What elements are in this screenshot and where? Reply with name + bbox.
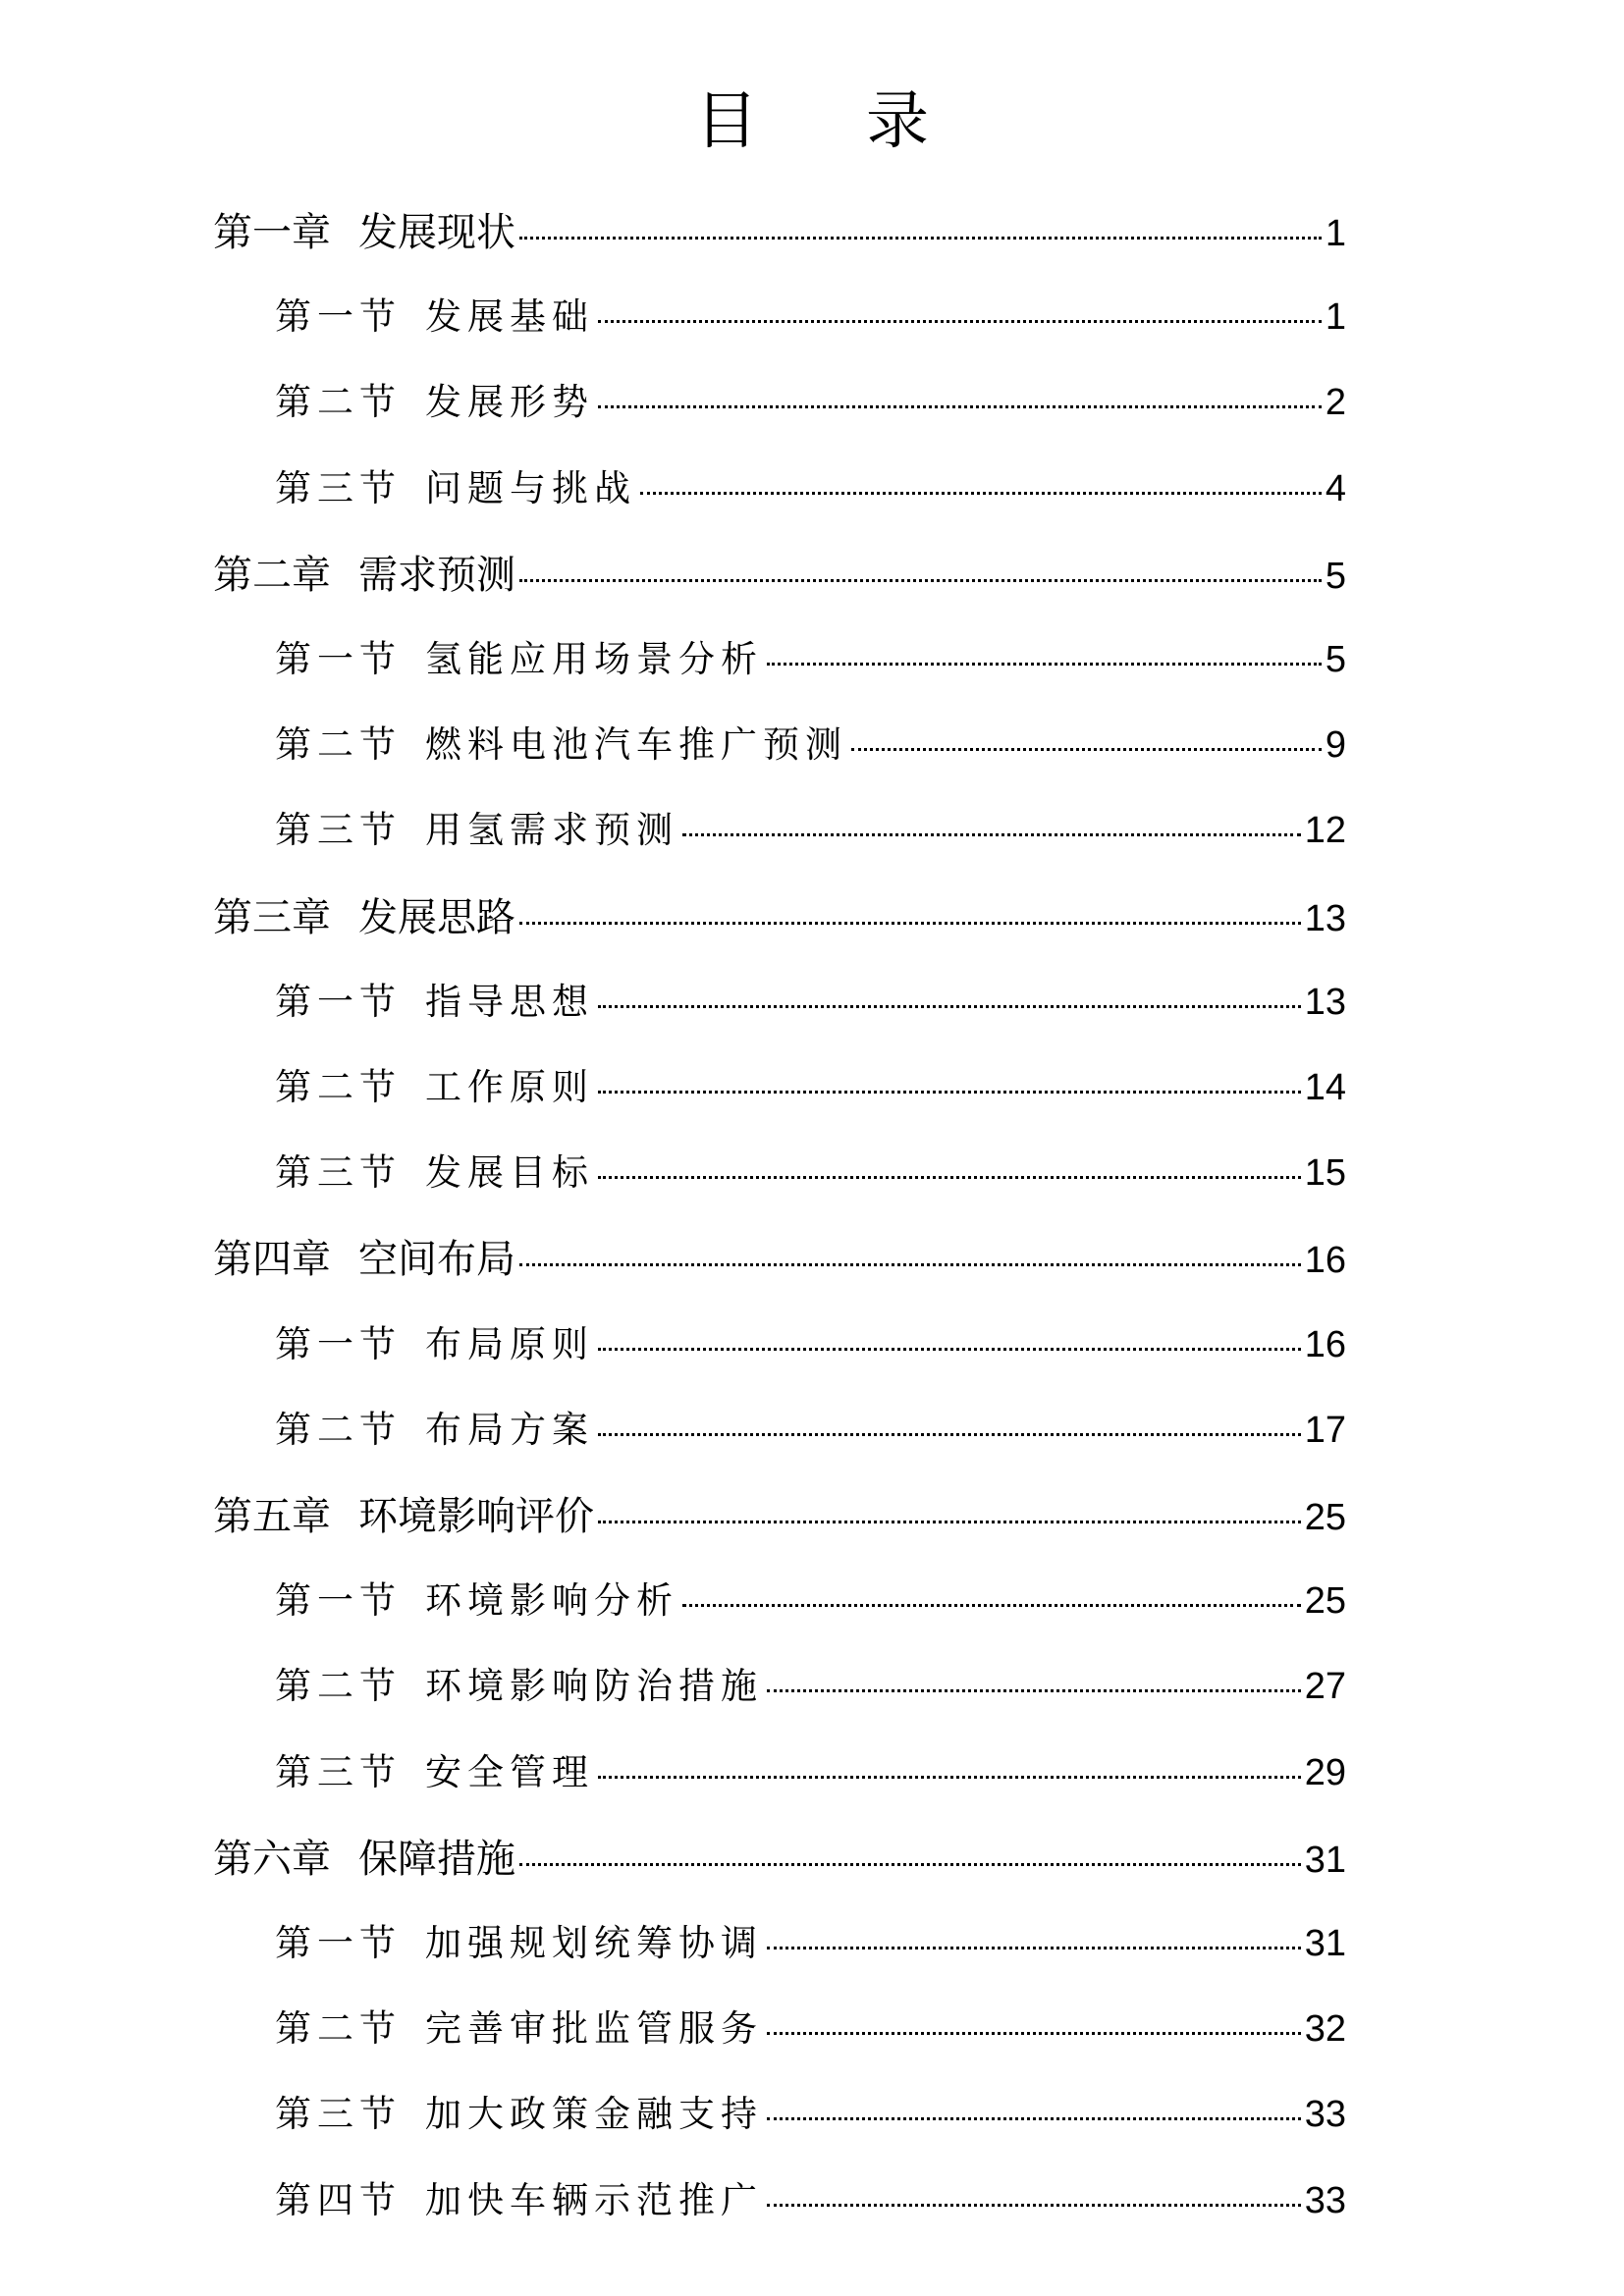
toc-page-number: 5 (1325, 555, 1346, 597)
toc-entry-title: 加快车辆示范推广 (425, 2178, 763, 2221)
toc-entry-number: 第二节 (275, 723, 402, 767)
toc-section-entry[interactable] (275, 372, 1346, 431)
toc-entry-label (275, 2170, 763, 2223)
toc-entry-number: 第二节 (275, 1066, 402, 1108)
toc-entry-title: 环境影响防治措施 (425, 1665, 763, 1708)
title-char-1: 目 (695, 85, 758, 158)
toc-entry-label (275, 1143, 594, 1196)
toc-entry-title: 燃料电池汽车推广预测 (425, 723, 847, 767)
dot-leader (598, 405, 1322, 408)
toc-section-entry[interactable] (275, 2084, 1346, 2143)
toc-entry-label (213, 544, 515, 600)
toc-entry-number: 第四节 (275, 2178, 402, 2221)
toc-chapter-entry[interactable] (213, 1828, 1346, 1887)
toc-entry-number: 第五章 (213, 1494, 331, 1539)
toc-chapter-entry[interactable] (213, 544, 1346, 603)
toc-entry-title: 环境影响分析 (425, 1579, 678, 1623)
dot-leader (519, 579, 1322, 582)
toc-entry-label (275, 1913, 763, 1966)
toc-chapter-entry[interactable] (213, 886, 1346, 945)
toc-entry-label (213, 1485, 594, 1541)
toc-section-entry[interactable] (275, 972, 1346, 1031)
toc-section-entry[interactable] (275, 1314, 1346, 1373)
toc-entry-title: 加强规划统筹协调 (425, 1922, 763, 1964)
dot-leader (598, 1005, 1301, 1008)
toc-entry-number: 第一节 (275, 295, 402, 339)
toc-entry-label (275, 1314, 594, 1367)
toc-entry-label (275, 629, 763, 682)
toc-page-number: 31 (1304, 1839, 1346, 1881)
toc-entry-number: 第一章 (213, 210, 331, 255)
dot-leader (519, 922, 1301, 925)
dot-leader (767, 1689, 1301, 1692)
toc-entry-number: 第一节 (275, 1579, 402, 1623)
dot-leader (519, 1863, 1301, 1866)
dot-leader (682, 1604, 1301, 1607)
toc-page-number: 9 (1325, 724, 1346, 767)
toc-entry-title: 环境影响评价 (358, 1494, 594, 1539)
toc-section-entry[interactable] (275, 1913, 1346, 1972)
toc-entry-number: 第二节 (275, 1408, 402, 1451)
toc-entry-title: 安全管理 (425, 1750, 594, 1793)
toc-page-number: 16 (1304, 1240, 1346, 1282)
toc-entry-label (275, 458, 636, 511)
toc-entry-label (275, 372, 594, 425)
toc-page-number: 5 (1325, 639, 1346, 680)
dot-leader (767, 2117, 1301, 2120)
toc-entry-number: 第一节 (275, 980, 402, 1023)
toc-entry-label (275, 1400, 594, 1453)
toc-entry-title: 保障措施 (358, 1836, 515, 1882)
toc-entry-title: 需求预测 (358, 552, 515, 598)
toc-entry-label (213, 201, 515, 257)
toc-section-entry[interactable] (275, 629, 1346, 688)
toc-page-number: 1 (1325, 213, 1346, 254)
toc-entry-number: 第一节 (275, 1322, 402, 1365)
toc-entry-label (275, 1057, 594, 1110)
toc-entry-number: 第一节 (275, 1922, 402, 1964)
toc-page-number: 25 (1304, 1497, 1346, 1538)
toc-entry-label (275, 1571, 678, 1624)
toc-page-number: 1 (1325, 296, 1346, 339)
dot-leader (519, 1263, 1301, 1266)
toc-section-entry[interactable] (275, 1656, 1346, 1715)
toc-entry-title: 发展形势 (425, 381, 594, 424)
toc-entry-number: 第三节 (275, 1151, 402, 1195)
toc-entry-label (275, 1999, 763, 2052)
toc-section-entry[interactable] (275, 1999, 1346, 2057)
toc-page-number: 2 (1325, 382, 1346, 424)
toc-page-number: 12 (1304, 810, 1346, 852)
toc-entry-label (213, 1228, 515, 1284)
dot-leader (598, 1776, 1301, 1779)
toc-page-number: 32 (1304, 2008, 1346, 2051)
toc-chapter-entry[interactable] (213, 201, 1346, 260)
toc-section-entry[interactable] (275, 287, 1346, 346)
toc-entry-number: 第三章 (213, 894, 331, 940)
dot-leader (598, 1521, 1301, 1523)
toc-chapter-entry[interactable] (213, 1228, 1346, 1287)
toc-entry-number: 第三节 (275, 1750, 402, 1793)
toc-entry-label (275, 800, 678, 853)
toc-entry-number: 第二节 (275, 2007, 402, 2051)
toc-entry-title: 加大政策金融支持 (425, 2093, 763, 2136)
toc-entry-title: 布局方案 (425, 1408, 594, 1451)
toc-page-number: 27 (1304, 1666, 1346, 1708)
toc-entry-number: 第一节 (275, 638, 402, 680)
toc-entry-number: 第三节 (275, 809, 402, 852)
dot-leader (767, 2032, 1301, 2035)
toc-entry-title: 布局原则 (425, 1322, 594, 1365)
toc-page-number: 25 (1304, 1580, 1346, 1623)
toc-section-entry[interactable] (275, 458, 1346, 517)
dot-leader (682, 833, 1301, 836)
toc-section-entry[interactable] (275, 1400, 1346, 1459)
toc-entry-number: 第二章 (213, 552, 331, 598)
dot-leader (767, 663, 1322, 666)
toc-entry-number: 第四章 (213, 1237, 331, 1283)
dot-leader (598, 1091, 1301, 1094)
toc-section-entry[interactable] (275, 2170, 1346, 2229)
toc-page-number: 33 (1304, 2094, 1346, 2136)
toc-page-number: 16 (1304, 1323, 1346, 1365)
toc-entry-label (213, 1828, 515, 1884)
toc-entry-title: 指导思想 (425, 980, 594, 1023)
toc-entry-label (275, 287, 594, 340)
toc-entry-number: 第二节 (275, 1665, 402, 1708)
toc-section-entry[interactable] (275, 1742, 1346, 1801)
dot-leader (598, 320, 1322, 323)
toc-entry-label (213, 886, 515, 942)
dot-leader (640, 492, 1322, 495)
toc-entry-title: 发展基础 (425, 295, 594, 339)
toc-entry-number: 第三节 (275, 466, 402, 509)
toc-entry-title: 发展目标 (425, 1151, 594, 1195)
dot-leader (598, 1348, 1301, 1351)
toc-page-number: 31 (1304, 1923, 1346, 1964)
toc-entry-label (275, 1656, 763, 1709)
toc-entry-label (275, 715, 847, 768)
toc-entry-label (275, 1742, 594, 1795)
dot-leader (767, 2204, 1301, 2207)
toc-section-entry[interactable] (275, 715, 1346, 774)
toc-entry-title: 问题与挑战 (425, 466, 636, 509)
toc-page-number: 29 (1304, 1751, 1346, 1793)
toc-entry-label (275, 2084, 763, 2137)
toc-section-entry[interactable] (275, 800, 1346, 859)
toc-entry-title: 发展现状 (358, 210, 515, 255)
dot-leader (598, 1176, 1301, 1179)
toc-page-number: 13 (1304, 981, 1346, 1023)
toc-entry-title: 完善审批监管服务 (425, 2007, 763, 2051)
toc-chapter-entry[interactable] (213, 1485, 1346, 1544)
dot-leader (519, 237, 1322, 240)
toc-page-number: 17 (1304, 1409, 1346, 1451)
toc-entry-label (275, 972, 594, 1025)
toc-page-number: 14 (1304, 1067, 1346, 1108)
toc-page-number: 4 (1325, 467, 1346, 509)
toc-section-entry[interactable] (275, 1143, 1346, 1201)
toc-section-entry[interactable] (275, 1057, 1346, 1116)
toc-page-number: 33 (1304, 2179, 1346, 2221)
toc-entry-title: 工作原则 (425, 1066, 594, 1108)
dot-leader (767, 1947, 1301, 1949)
toc-entry-title: 空间布局 (358, 1237, 515, 1283)
dot-leader (598, 1433, 1301, 1436)
toc-entry-number: 第二节 (275, 381, 402, 424)
title-char-2: 录 (866, 85, 929, 158)
toc-page-number: 13 (1304, 897, 1346, 939)
toc-entry-number: 第六章 (213, 1836, 331, 1882)
toc-section-entry[interactable] (275, 1571, 1346, 1629)
toc-entry-title: 用氢需求预测 (425, 809, 678, 852)
toc-entry-title: 氢能应用场景分析 (425, 638, 763, 680)
dot-leader (851, 748, 1322, 751)
page-title (0, 71, 1624, 161)
toc-entry-number: 第三节 (275, 2093, 402, 2136)
toc-entry-title: 发展思路 (358, 894, 515, 940)
toc-page-number: 15 (1304, 1152, 1346, 1195)
